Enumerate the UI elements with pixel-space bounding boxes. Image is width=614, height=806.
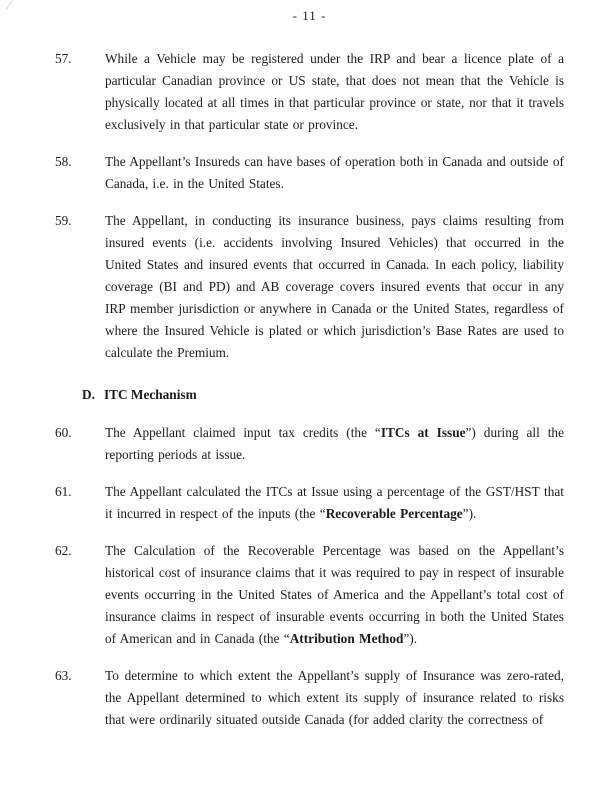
paragraph-61: [55, 481, 564, 525]
paragraph-number: 61.: [55, 484, 72, 499]
paragraph-60: [55, 422, 564, 466]
paragraph-59: [55, 210, 564, 364]
paragraph-text: [105, 540, 564, 650]
paragraph-text: [105, 665, 564, 731]
paragraph-number: 63.: [55, 668, 72, 683]
text-segment: ”).: [403, 631, 418, 646]
paragraph-text: [105, 48, 564, 136]
paragraph-number: 62.: [55, 543, 72, 558]
paragraph-57: [55, 48, 564, 136]
text-segment: ”) during all the reporting periods at issue.: [105, 425, 564, 462]
text-segment: While a Vehicle may be registered under the IRP and bear a licence plate of a particular Canadian province or US state, that does not mean that the Vehicle is physically located at all times in that particular province or state, nor that it travels exclusively in that particular state or province.: [105, 51, 564, 132]
scan-artifact-mark: [6, 0, 24, 17]
paragraph-58: [55, 151, 564, 195]
text-segment: ”).: [462, 506, 477, 521]
section-heading-text: ITC Mechanism: [103, 387, 197, 402]
paragraph-62: [55, 540, 564, 650]
text-segment: The Calculation of the Recoverable Percentage was based on the Appellant’s historical cost of insurance claims that it was required to pay in respect of insurable events occurring in the United States of America and the Appellant’s total cost of insurance claims in respect of insurable events occurring in both the United States of American and in Canada (the “: [105, 543, 564, 646]
section-heading-d: [82, 384, 564, 406]
paragraph-number: 60.: [55, 425, 72, 440]
paragraph-text: [105, 422, 564, 466]
text-segment: The Appellant claimed input tax credits (the “: [105, 425, 381, 440]
document-body: [55, 48, 564, 731]
defined-term: ITCs at Issue: [380, 425, 466, 440]
text-segment: To determine to which extent the Appellant’s supply of Insurance was zero-rated, the Appellant determined to which extent its supply of insurance related to risks that were ordinarily situated outside Canada (for added clarity the correctness of: [105, 668, 564, 727]
paragraph-number: 59.: [55, 213, 72, 228]
text-segment: The Appellant, in conducting its insurance business, pays claims resulting from insured events (i.e. accidents involving Insured Vehicles) that occurred in the United States and insured events that occurred in Canada. In each policy, liability coverage (BI and PD) and AB coverage covers insured events that occur in any IRP member jurisdiction or anywhere in Canada or the United States, regardless of where the Insured Vehicle is plated or which jurisdiction’s Base Rates are used to calculate the Premium.: [105, 213, 564, 360]
paragraph-number: 58.: [55, 154, 72, 169]
defined-term: Recoverable Percentage: [325, 506, 463, 521]
paragraph-63: [55, 665, 564, 731]
paragraph-number: 57.: [55, 51, 72, 66]
section-heading-label: D.: [82, 387, 95, 402]
paragraph-text: [105, 151, 564, 195]
text-segment: The Appellant calculated the ITCs at Issue using a percentage of the GST/HST that it incurred in respect of the inputs (the “: [105, 484, 564, 521]
page-number-header: - 11 -: [292, 8, 327, 23]
paragraph-text: [105, 210, 564, 364]
paragraph-text: [105, 481, 564, 525]
text-segment: The Appellant’s Insureds can have bases of operation both in Canada and outside of Canada, i.e. in the United States.: [105, 154, 564, 191]
defined-term: Attribution Method: [289, 631, 404, 646]
